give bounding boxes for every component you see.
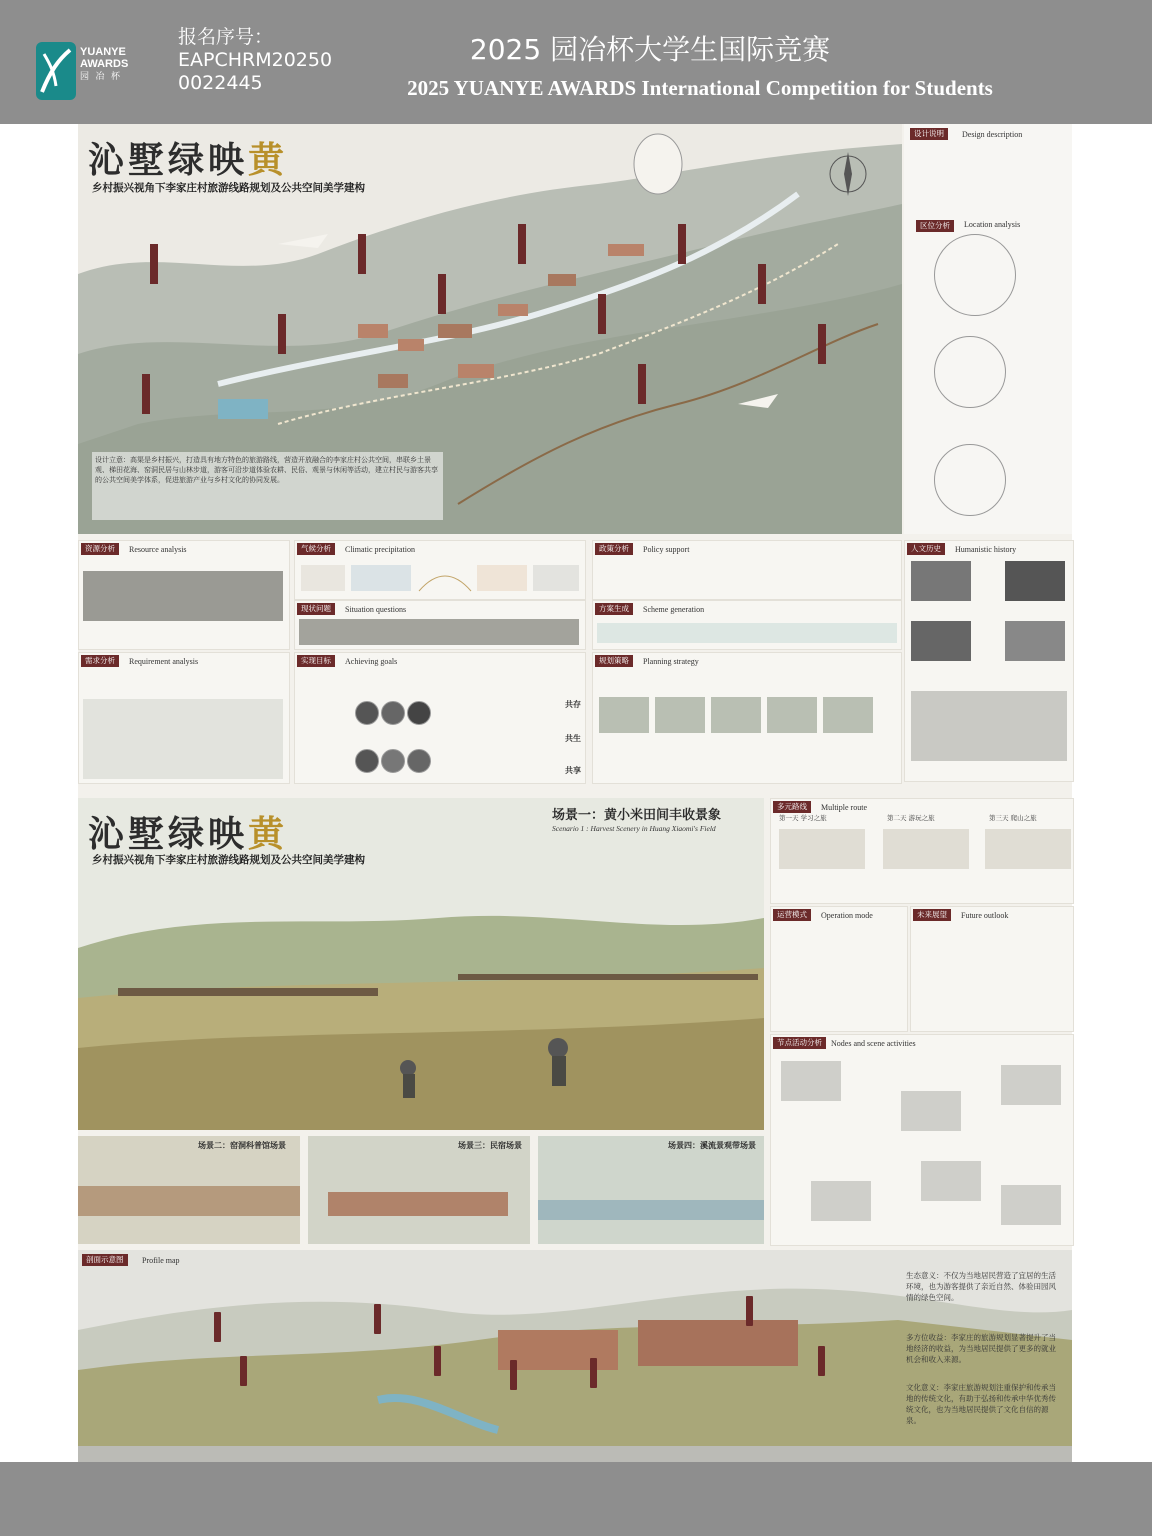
scenario-2-building [78,1186,300,1216]
node-6 [1001,1185,1061,1225]
poster-title-accent: 黄 [248,139,289,181]
strategy-block-2 [655,697,705,733]
scheme-panel [592,600,902,650]
goals-tag: 实现目标 [297,655,335,667]
nodes-en: Nodes and scene activities [831,1039,916,1048]
resource-tag: 资源分析 [81,543,119,555]
future-panel [910,906,1074,1032]
situation-photos [299,619,579,645]
yuanye-logo-icon [36,42,76,100]
strategy-block-5 [823,697,873,733]
node-1 [781,1061,841,1101]
requirement-tag: 需求分析 [81,655,119,667]
situation-panel [294,600,586,650]
reg-number-2: 0022445 [178,72,263,94]
poster-title-2 [88,806,288,857]
route-day-3: 第三天 爬山之旅 [989,814,1037,822]
scheme-diagram [597,623,897,643]
policy-en: Policy support [643,545,690,554]
design-desc-tag: 设计说明 [910,128,948,140]
planning-en: Planning strategy [643,657,699,666]
situation-en: Situation questions [345,605,407,614]
resource-panel [78,540,290,650]
requirement-diagram [83,699,283,779]
competition-title-cn: 2025 园冶杯大学生国际竞赛 [469,33,831,66]
requirement-panel [78,652,290,784]
routes-en: Multiple route [821,803,867,812]
nodes-panel [770,1034,1074,1246]
profile-note-culture: 文化意义：李家庄旅游规划注重保护和传承当地的传统文化，有助于弘扬和传承中华优秀传统文化，也为当地居民提供了文化自信的源泉。 [906,1383,1056,1425]
poster-subtitle: 乡村振兴视角下李家庄村旅游线路规划及公共空间美学建构 [92,182,365,194]
nodes-tag: 节点活动分析 [773,1037,826,1049]
situation-tag: 现状问题 [297,603,335,615]
location-map-3 [934,444,1006,516]
scenario-2-title: 场景二：窑洞科普馆场景 [198,1140,286,1150]
profile-marker-4 [434,1346,441,1376]
scenario-2-rendering [78,1136,300,1244]
climate-en: Climatic precipitation [345,545,415,554]
scenario-4-title: 场景四：溪流景观带场景 [668,1140,756,1150]
profile-marker-5 [510,1360,517,1390]
history-photo-4 [1005,621,1065,661]
history-photo-1 [911,561,971,601]
history-photo-2 [1005,561,1065,601]
location-tag: 区位分析 [916,220,954,232]
profile-note-eco: 生态意义：不仅为当地居民营造了宜居的生活环境，也为游客提供了亲近自然、体验田园风情的绿色空间。 [906,1271,1056,1302]
operation-en: Operation mode [821,911,873,920]
poster-subtitle-2: 乡村振兴视角下李家庄村旅游线路规划及公共空间美学建构 [92,854,365,866]
node-3 [1001,1065,1061,1105]
profile-marker-6 [590,1358,597,1388]
poster-title-main-2: 沁墅绿映 [88,813,249,855]
goal-circle-2 [381,701,405,725]
climate-tag: 气候分析 [297,543,335,555]
node-4 [811,1181,871,1221]
goal-circle-5 [381,749,405,773]
profile-marker-3 [374,1304,381,1334]
operation-panel [770,906,908,1032]
profile-note-econ: 多方位收益：李家庄的旅游规划显著提升了当地经济的收益，为当地居民提供了更多的就业机会和收入来源。 [906,1333,1056,1364]
logo-en-2: AWARDS [80,58,129,70]
right-column [904,124,1072,534]
strategy-block-1 [599,697,649,733]
route-diagram-2 [883,829,969,869]
node-5 [921,1161,981,1201]
history-en: Humanistic history [955,545,1017,554]
location-map-1 [934,234,1016,316]
header-bar [0,0,1152,124]
goal-share-3: 共享 [565,765,581,775]
scenario-3-title: 场景三：民宿场景 [458,1140,522,1150]
goal-circle-4 [355,749,379,773]
planning-tag: 规划策略 [595,655,633,667]
scheme-en: Scheme generation [643,605,705,614]
climate-panel [294,540,586,600]
resource-en: Resource analysis [129,545,187,554]
policy-tag: 政策分析 [595,543,633,555]
poster-title-accent-2: 黄 [248,813,289,855]
scheme-tag: 方案生成 [595,603,633,615]
operation-tag: 运营模式 [773,909,811,921]
route-day-1: 第一天 学习之旅 [779,814,827,822]
history-photo-3 [911,621,971,661]
history-panel [904,540,1074,782]
goal-circle-6 [407,749,431,773]
location-map-2 [934,336,1006,408]
history-axon-diagram [911,691,1067,761]
registration-block [178,26,332,95]
profile-marker-2 [240,1356,247,1386]
profile-en: Profile map [142,1256,180,1265]
logo-en-1: YUANYE [80,46,126,58]
planning-panel [592,652,902,784]
profile-marker-8 [818,1346,825,1376]
scenario-1-title: 场景一：黄小米田间丰收景象 [552,808,722,823]
resource-photos [83,571,283,621]
poster-title [88,132,288,183]
strategy-block-4 [767,697,817,733]
reg-label: 报名序号： [178,26,274,48]
future-tag: 未来展望 [913,909,951,921]
design-desc-en: Design description [962,130,1023,139]
footer-bar [0,1462,1152,1536]
scenario-4-rendering [538,1136,764,1244]
profile-marker-7 [746,1296,753,1326]
logo-text [80,46,128,82]
routes-tag: 多元路线 [773,801,811,813]
scenario-3-building [328,1192,508,1216]
profile-marker-1 [214,1312,221,1342]
future-en: Future outlook [961,911,1009,920]
goal-share-1: 共存 [565,699,581,709]
profile-tag: 剖面示意图 [82,1254,128,1266]
goals-en: Achieving goals [345,657,398,666]
logo-cn: 园 冶 杯 [80,71,123,81]
scenario-4-stream [538,1200,764,1220]
poster-title-main: 沁墅绿映 [88,139,249,181]
node-2 [901,1091,961,1131]
route-diagram-3 [985,829,1071,869]
competition-title-en: 2025 YUANYE AWARDS International Competition for Students [407,76,993,100]
route-day-2: 第二天 游玩之旅 [887,814,935,822]
goal-share-2: 共生 [565,733,581,743]
routes-panel [770,798,1074,904]
policy-panel [592,540,902,600]
strategy-block-3 [711,697,761,733]
design-intro-text: 设计立意：高渠是乡村振兴，打造具有地方特色的旅游路线，营造开放融合的李家庄村公共空间，串联乡土景观、梯田花海、窑洞民居与山林步道，游客可沿步道体验农耕、民俗、观景与休闲等活动，建立村民与游客共享的公共空间美学体系，促进旅游产业与乡村文化的协同发展。 [92,452,443,520]
history-tag: 人文历史 [907,543,945,555]
goal-circle-1 [355,701,379,725]
climate-chart-graphic [295,541,585,599]
route-diagram-1 [779,829,865,869]
reg-number-1: EAPCHRM20250 [178,49,333,71]
requirement-en: Requirement analysis [129,657,199,666]
scenario-1-en: Scenario 1 : Harvest Scenery in Huang Xiaomi's Field [552,824,716,833]
location-en: Location analysis [964,220,1021,229]
goals-panel [294,652,586,784]
profile-map [78,1250,1072,1462]
scenario-3-rendering [308,1136,530,1244]
goal-circle-3 [407,701,431,725]
